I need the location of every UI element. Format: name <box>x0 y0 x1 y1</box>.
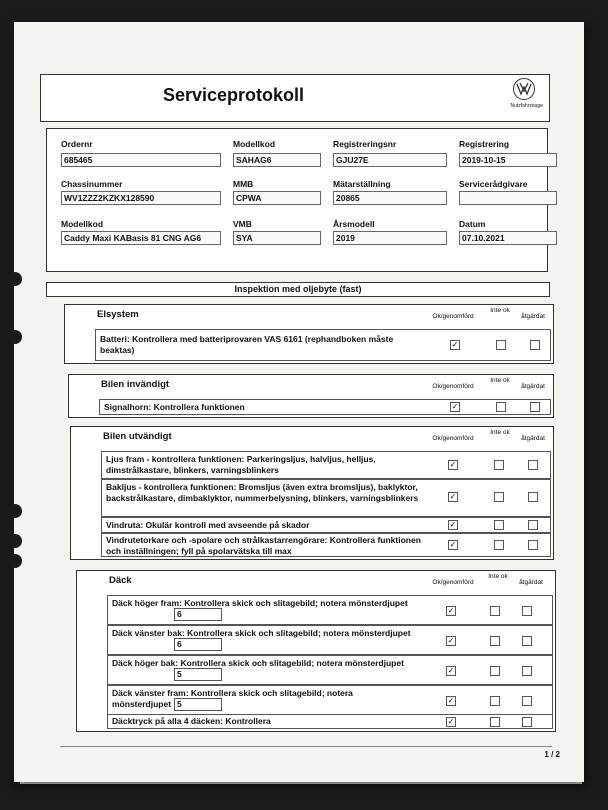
field-label: Datum <box>459 219 486 229</box>
checkbox-ok[interactable]: ✓ <box>447 636 455 645</box>
row-text: Däck höger fram: Kontrollera skick och slitagebild; notera mönsterdjupet <box>112 598 408 608</box>
field-label: Mätarställning <box>333 179 391 189</box>
field-value: GJU27E <box>333 153 447 167</box>
tread-depth-value: 6 <box>174 638 222 651</box>
field-value: 2019-10-15 <box>459 153 557 167</box>
tread-depth-value: 5 <box>174 698 222 711</box>
col-atgardat: åtgärdat <box>519 579 543 586</box>
punch-hole <box>8 504 22 518</box>
col-atgardat: åtgärdat <box>521 383 545 390</box>
checkbox-ok[interactable]: ✓ <box>447 717 455 726</box>
row-text: Ljus fram - kontrollera funktionen: Parkeringsljus, halvljus, helljus, dimstrålkastare, blinkers, varningsblinkers <box>106 454 376 475</box>
checkbox-ok[interactable]: ✓ <box>451 402 459 411</box>
col-ok: Ok/genomförd <box>432 383 474 390</box>
checkbox-ok[interactable]: ✓ <box>449 540 457 549</box>
field-label: Chassinummer <box>61 179 123 189</box>
punch-hole <box>8 534 22 548</box>
checkbox-inte-ok[interactable] <box>490 717 500 727</box>
row-text: Vindruta: Okulär kontroll med avseende på skador <box>106 520 310 530</box>
checklist-row <box>99 399 551 415</box>
checkbox-inte-ok[interactable] <box>496 340 506 350</box>
row-text: Vindrutetorkare och -spolare och strålkastarrengörare: Kontrollera funktionen och inställningen; fyll på spolarvätska till max <box>106 535 421 556</box>
checkbox-atgardat[interactable] <box>528 540 538 550</box>
field-label: Registreringsnr <box>333 139 397 149</box>
checkbox-ok[interactable]: ✓ <box>451 340 459 349</box>
footer-divider <box>60 746 552 747</box>
section-elsystem <box>64 304 554 364</box>
checkbox-inte-ok[interactable] <box>496 402 506 412</box>
inspection-title: Inspektion med oljebyte (fast) <box>46 282 550 297</box>
checklist-row <box>101 451 551 479</box>
section-title: Bilen utvändigt <box>103 431 172 442</box>
col-ok: Ok/genomförd <box>432 435 474 442</box>
col-ok: Ok/genomförd <box>432 579 474 586</box>
col-inte-ok: Inte ok <box>490 429 510 436</box>
checklist-row <box>107 655 553 685</box>
field-value: WV1ZZZ2KZKX128590 <box>61 191 221 205</box>
field-label: Ordernr <box>61 139 93 149</box>
col-atgardat: åtgärdat <box>521 435 545 442</box>
tread-depth-value: 5 <box>174 668 222 681</box>
checklist-row <box>101 479 551 517</box>
field-label: Servicerådgivare <box>459 179 528 189</box>
row-text: Däcktryck på alla 4 däcken: Kontrollera <box>112 716 271 726</box>
checkbox-ok[interactable]: ✓ <box>447 606 455 615</box>
checklist-row <box>107 685 553 715</box>
checkbox-atgardat[interactable] <box>528 520 538 530</box>
tread-depth-field[interactable] <box>172 608 222 621</box>
col-atgardat: åtgärdat <box>521 313 545 320</box>
tread-depth-field[interactable] <box>172 668 222 681</box>
page-title: Serviceprotokoll <box>163 85 305 105</box>
section-bilen-utvandigt <box>70 426 554 560</box>
checkbox-atgardat[interactable] <box>522 717 532 727</box>
punch-hole <box>8 554 22 568</box>
checkbox-ok[interactable]: ✓ <box>447 666 455 675</box>
checklist-row <box>101 517 551 533</box>
checkbox-inte-ok[interactable] <box>490 636 500 646</box>
tread-depth-field[interactable] <box>172 698 222 711</box>
checkbox-inte-ok[interactable] <box>494 460 504 470</box>
checkbox-atgardat[interactable] <box>528 492 538 502</box>
col-inte-ok: Inte ok <box>490 377 510 384</box>
brand-text: Nutzfahrzeuge <box>510 103 543 109</box>
field-label: MMB <box>233 179 254 189</box>
section-bilen-invandigt <box>68 374 554 418</box>
field-label: Modellkod <box>233 139 276 149</box>
checkbox-ok[interactable]: ✓ <box>449 492 457 501</box>
checkbox-inte-ok[interactable] <box>490 696 500 706</box>
row-text: Däck höger bak: Kontrollera skick och slitagebild; notera mönsterdjupet <box>112 658 404 668</box>
field-value: CPWA <box>233 191 321 205</box>
checklist-row <box>95 329 551 361</box>
checkbox-inte-ok[interactable] <box>494 492 504 502</box>
field-label: VMB <box>233 219 252 229</box>
field-value: 07.10.2021 <box>459 231 557 245</box>
page-number: 1 / 2 <box>544 750 560 759</box>
checkbox-atgardat[interactable] <box>528 460 538 470</box>
tread-depth-value: 6 <box>174 608 222 621</box>
checkbox-atgardat[interactable] <box>530 340 540 350</box>
header-box <box>40 74 550 122</box>
row-text: Däck vänster fram: Kontrollera skick och slitagebild; notera mönsterdjupet <box>112 688 353 709</box>
tread-depth-field[interactable] <box>172 638 222 651</box>
field-value: 685465 <box>61 153 221 167</box>
checkbox-ok[interactable]: ✓ <box>449 460 457 469</box>
checkbox-ok[interactable]: ✓ <box>449 520 457 529</box>
field-value: 20865 <box>333 191 447 205</box>
field-value: SYA <box>233 231 321 245</box>
row-text: Signalhorn: Kontrollera funktionen <box>104 402 245 412</box>
col-inte-ok: Inte ok <box>490 307 510 314</box>
field-label: Modellkod <box>61 219 104 229</box>
field-value <box>459 191 557 205</box>
checklist-row <box>101 533 551 557</box>
checklist-row <box>107 595 553 625</box>
checkbox-ok[interactable]: ✓ <box>447 696 455 705</box>
checkbox-inte-ok[interactable] <box>490 666 500 676</box>
checkbox-atgardat[interactable] <box>522 666 532 676</box>
checkbox-inte-ok[interactable] <box>494 520 504 530</box>
row-text: Bakljus - kontrollera funktionen: Bromsljus (även extra bromsljus), baklyktor, backstrålkastare, dimbaklyktor, nummerbelysning, blinkers, varningsblinkers <box>106 482 419 503</box>
punch-hole <box>8 330 22 344</box>
checkbox-atgardat[interactable] <box>522 636 532 646</box>
checkbox-atgardat[interactable] <box>522 606 532 616</box>
section-title: Däck <box>109 575 132 586</box>
field-value: SAHAG6 <box>233 153 321 167</box>
checklist-row <box>107 625 553 655</box>
field-value: Caddy Maxi KABasis 81 CNG AG6 <box>61 231 221 245</box>
section-dack <box>76 570 556 732</box>
checkbox-inte-ok[interactable] <box>494 540 504 550</box>
col-ok: Ok/genomförd <box>432 313 474 320</box>
row-text: Batteri: Kontrollera med batteriprovaren VAS 6161 (rephandboken måste beaktas) <box>100 334 394 355</box>
section-title: Elsystem <box>97 309 139 320</box>
col-inte-ok: Inte ok <box>488 573 508 580</box>
row-text: Däck vänster bak: Kontrollera skick och slitagebild; notera mönsterdjupet <box>112 628 411 638</box>
checklist-row <box>107 714 553 729</box>
checkbox-atgardat[interactable] <box>530 402 540 412</box>
section-title: Bilen invändigt <box>101 379 170 390</box>
field-value: 2019 <box>333 231 447 245</box>
field-label: Årsmodell <box>333 219 375 229</box>
vehicle-info <box>46 128 548 272</box>
checkbox-inte-ok[interactable] <box>490 606 500 616</box>
vw-logo-icon <box>513 78 535 100</box>
punch-hole <box>8 272 22 286</box>
field-label: Registrering <box>459 139 510 149</box>
checkbox-atgardat[interactable] <box>522 696 532 706</box>
